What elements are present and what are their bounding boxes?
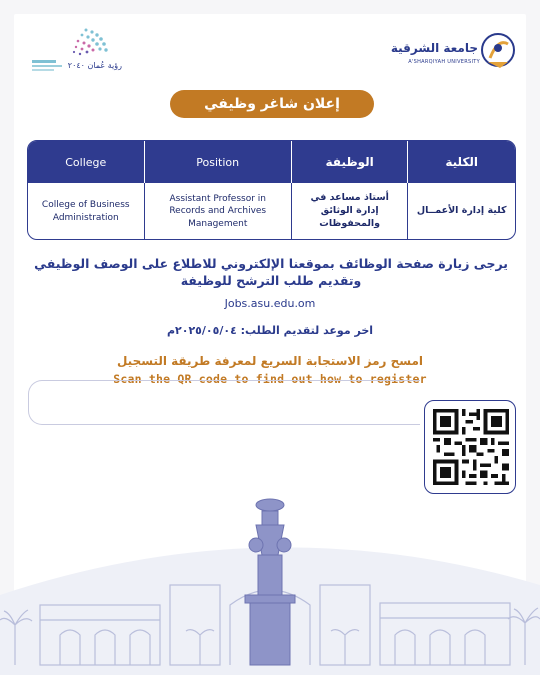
jobs-table (27, 140, 516, 240)
header-position-ar: الوظيفة (292, 141, 409, 183)
qr-instruction-en: Scan the QR code to find out how to register (113, 372, 427, 386)
cell-college-ar: كلية إدارة الأعمــال (416, 205, 507, 217)
cell-college-en: College of Business Administration (28, 183, 145, 240)
header-college-en: College (28, 141, 145, 183)
application-deadline: اخر موعد لتقديم الطلب: ٢٠٢٥/٠٥/٠٤م (166, 324, 374, 337)
table-row (28, 183, 515, 240)
qr-instruction-ar: امسح رمز الاستجابة السريع لمعرفة طريقة التسجيل (116, 354, 424, 368)
cell-position-ar: أستاذ مساعد في إدارة الوثائق والمحفوظات (292, 183, 409, 240)
header-college-ar: الكلية (445, 155, 479, 169)
visit-instructions: يرجى زيارة صفحة الوظائف بموقعنا الإلكتروني للاطلاع على الوصف الوظيفي وتقديم طلب الترشح للوظيفة (34, 256, 508, 288)
table-header (28, 141, 515, 183)
vision-logo-text: رؤية عُمان ٢٠٤٠ (67, 61, 122, 70)
university-name-ar: جامعة الشرقية (390, 41, 478, 55)
website-link[interactable]: Jobs.asu.edu.om (224, 297, 316, 310)
announcement-title: إعلان شاغر وظيفي (170, 90, 374, 118)
campus-skyline-illustration (0, 475, 540, 675)
header-position-en: Position (145, 141, 292, 183)
decorative-border (28, 380, 420, 425)
cell-position-en: Assistant Professor in Records and Archives Management (145, 183, 292, 240)
qr-code (433, 409, 509, 485)
university-name-en: A'SHARQIYAH UNIVERSITY (408, 59, 480, 65)
oman-vision-logo (26, 20, 136, 80)
